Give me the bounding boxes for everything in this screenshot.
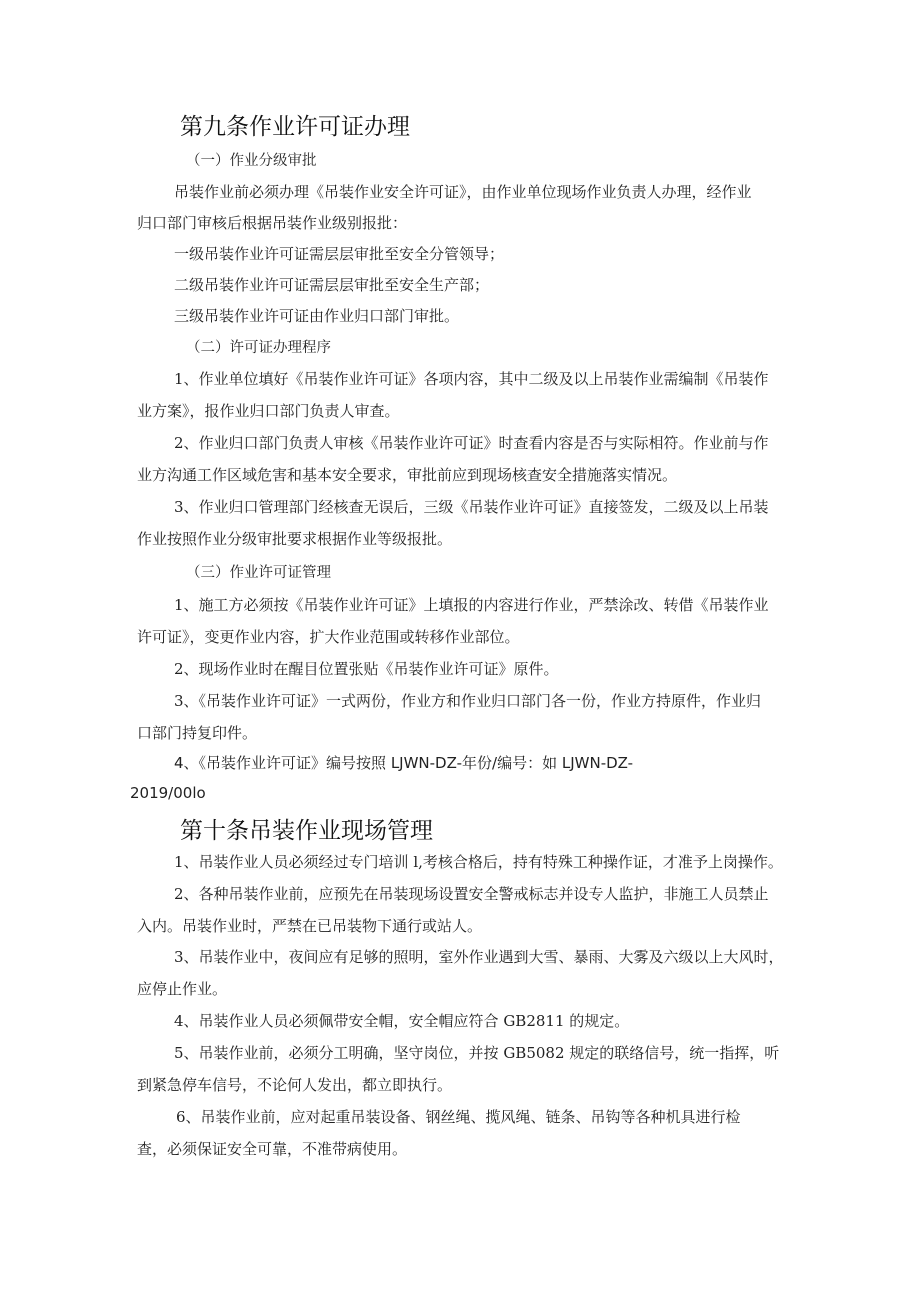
- paragraph-line: 许可证》，变更作业内容，扩大作业范围或转移作业部位。: [137, 628, 520, 646]
- paragraph-line: 作业按照作业分级审批要求根据作业等级报批。: [137, 530, 453, 548]
- paragraph-line: 口部门持复印件。: [137, 724, 258, 742]
- paragraph-line: 3、作业归口管理部门经核查无误后，三级《吊装作业许可证》直接签发，二级及以上吊装: [174, 498, 769, 516]
- paragraph-line: 1、作业单位填好《吊装作业许可证》各项内容，其中二级及以上吊装作业需编制《吊装作: [174, 370, 769, 388]
- paragraph-line: 吊装作业前必须办理《吊装作业安全许可证》，由作业单位现场作业负责人办理，经作业: [174, 183, 752, 201]
- paragraph-line: 业方沟通工作区域危害和基本安全要求，审批前应到现场核查安全措施落实情况。: [137, 466, 678, 484]
- paragraph-line: 2、作业归口部门负责人审核《吊装作业许可证》时查看内容是否与实际相符。作业前与作: [174, 434, 769, 452]
- paragraph-line: 业方案》，报作业归口部门负责人审查。: [137, 402, 400, 420]
- paragraph-line: 三级吊装作业许可证由作业归口部门审批。: [174, 307, 460, 325]
- paragraph-line: 2、现场作业时在醒目位置张贴《吊装作业许可证》原件。: [174, 660, 559, 678]
- paragraph-line: 3、《吊装作业许可证》一式两份，作业方和作业归口部门各一份，作业方持原件，作业归: [174, 692, 762, 710]
- section-9-title: 第九条作业许可证办理: [180, 114, 410, 140]
- paragraph-line: 5、吊装作业前，必须分工明确，坚守岗位，并按 GB5082 规定的联络信号，统一指挥，听: [174, 1044, 780, 1062]
- paragraph-line: 入内。吊装作业时，严禁在已吊装物下通行或站人。: [137, 917, 483, 935]
- paragraph-line: 6、吊装作业前，应对起重吊装设备、钢丝绳、揽风绳、链条、吊钩等各种机具进行检: [176, 1108, 741, 1126]
- paragraph-line: 一级吊装作业许可证需层层审批至安全分管领导；: [174, 245, 505, 263]
- paragraph-line: 2、各种吊装作业前，应预先在吊装现场设置安全警戒标志并设专人监护，非施工人员禁止: [174, 885, 769, 903]
- paragraph-line: 应停止作业。: [137, 980, 228, 998]
- paragraph-line: 1、吊装作业人员必须经过专门培训 l,考核合格后，持有特殊工种操作证，才准予上岗操作。: [174, 853, 783, 871]
- paragraph-line: 二级吊装作业许可证需层层审批至安全生产部；: [174, 276, 490, 294]
- paragraph-line: 2019/00lo: [130, 784, 206, 802]
- paragraph-line: 3、吊装作业中，夜间应有足够的照明，室外作业遇到大雪、暴雨、大雾及六级以上大风时，: [174, 948, 784, 966]
- paragraph-line: 1、施工方必须按《吊装作业许可证》上填报的内容进行作业，严禁涂改、转借《吊装作业: [174, 596, 769, 614]
- sub-heading-3: （三）作业许可证管理: [186, 565, 331, 581]
- paragraph-line: 4、《吊装作业许可证》编号按照 LJWN-DZ-年份/编号：如 LJWN-DZ-: [174, 754, 634, 772]
- paragraph-line: 4、吊装作业人员必须佩带安全帽，安全帽应符合 GB2811 的规定。: [174, 1012, 630, 1030]
- paragraph-line: 到紧急停车信号，不论何人发出，都立即执行。: [137, 1076, 453, 1094]
- paragraph-line: 查，必须保证安全可靠，不准带病使用。: [137, 1140, 408, 1158]
- sub-heading-2: （二）许可证办理程序: [186, 340, 331, 356]
- sub-heading-1: （一）作业分级审批: [186, 153, 317, 169]
- paragraph-line: 归口部门审核后根据吊装作业级别报批：: [137, 214, 408, 232]
- section-10-title: 第十条吊装作业现场管理: [180, 818, 433, 844]
